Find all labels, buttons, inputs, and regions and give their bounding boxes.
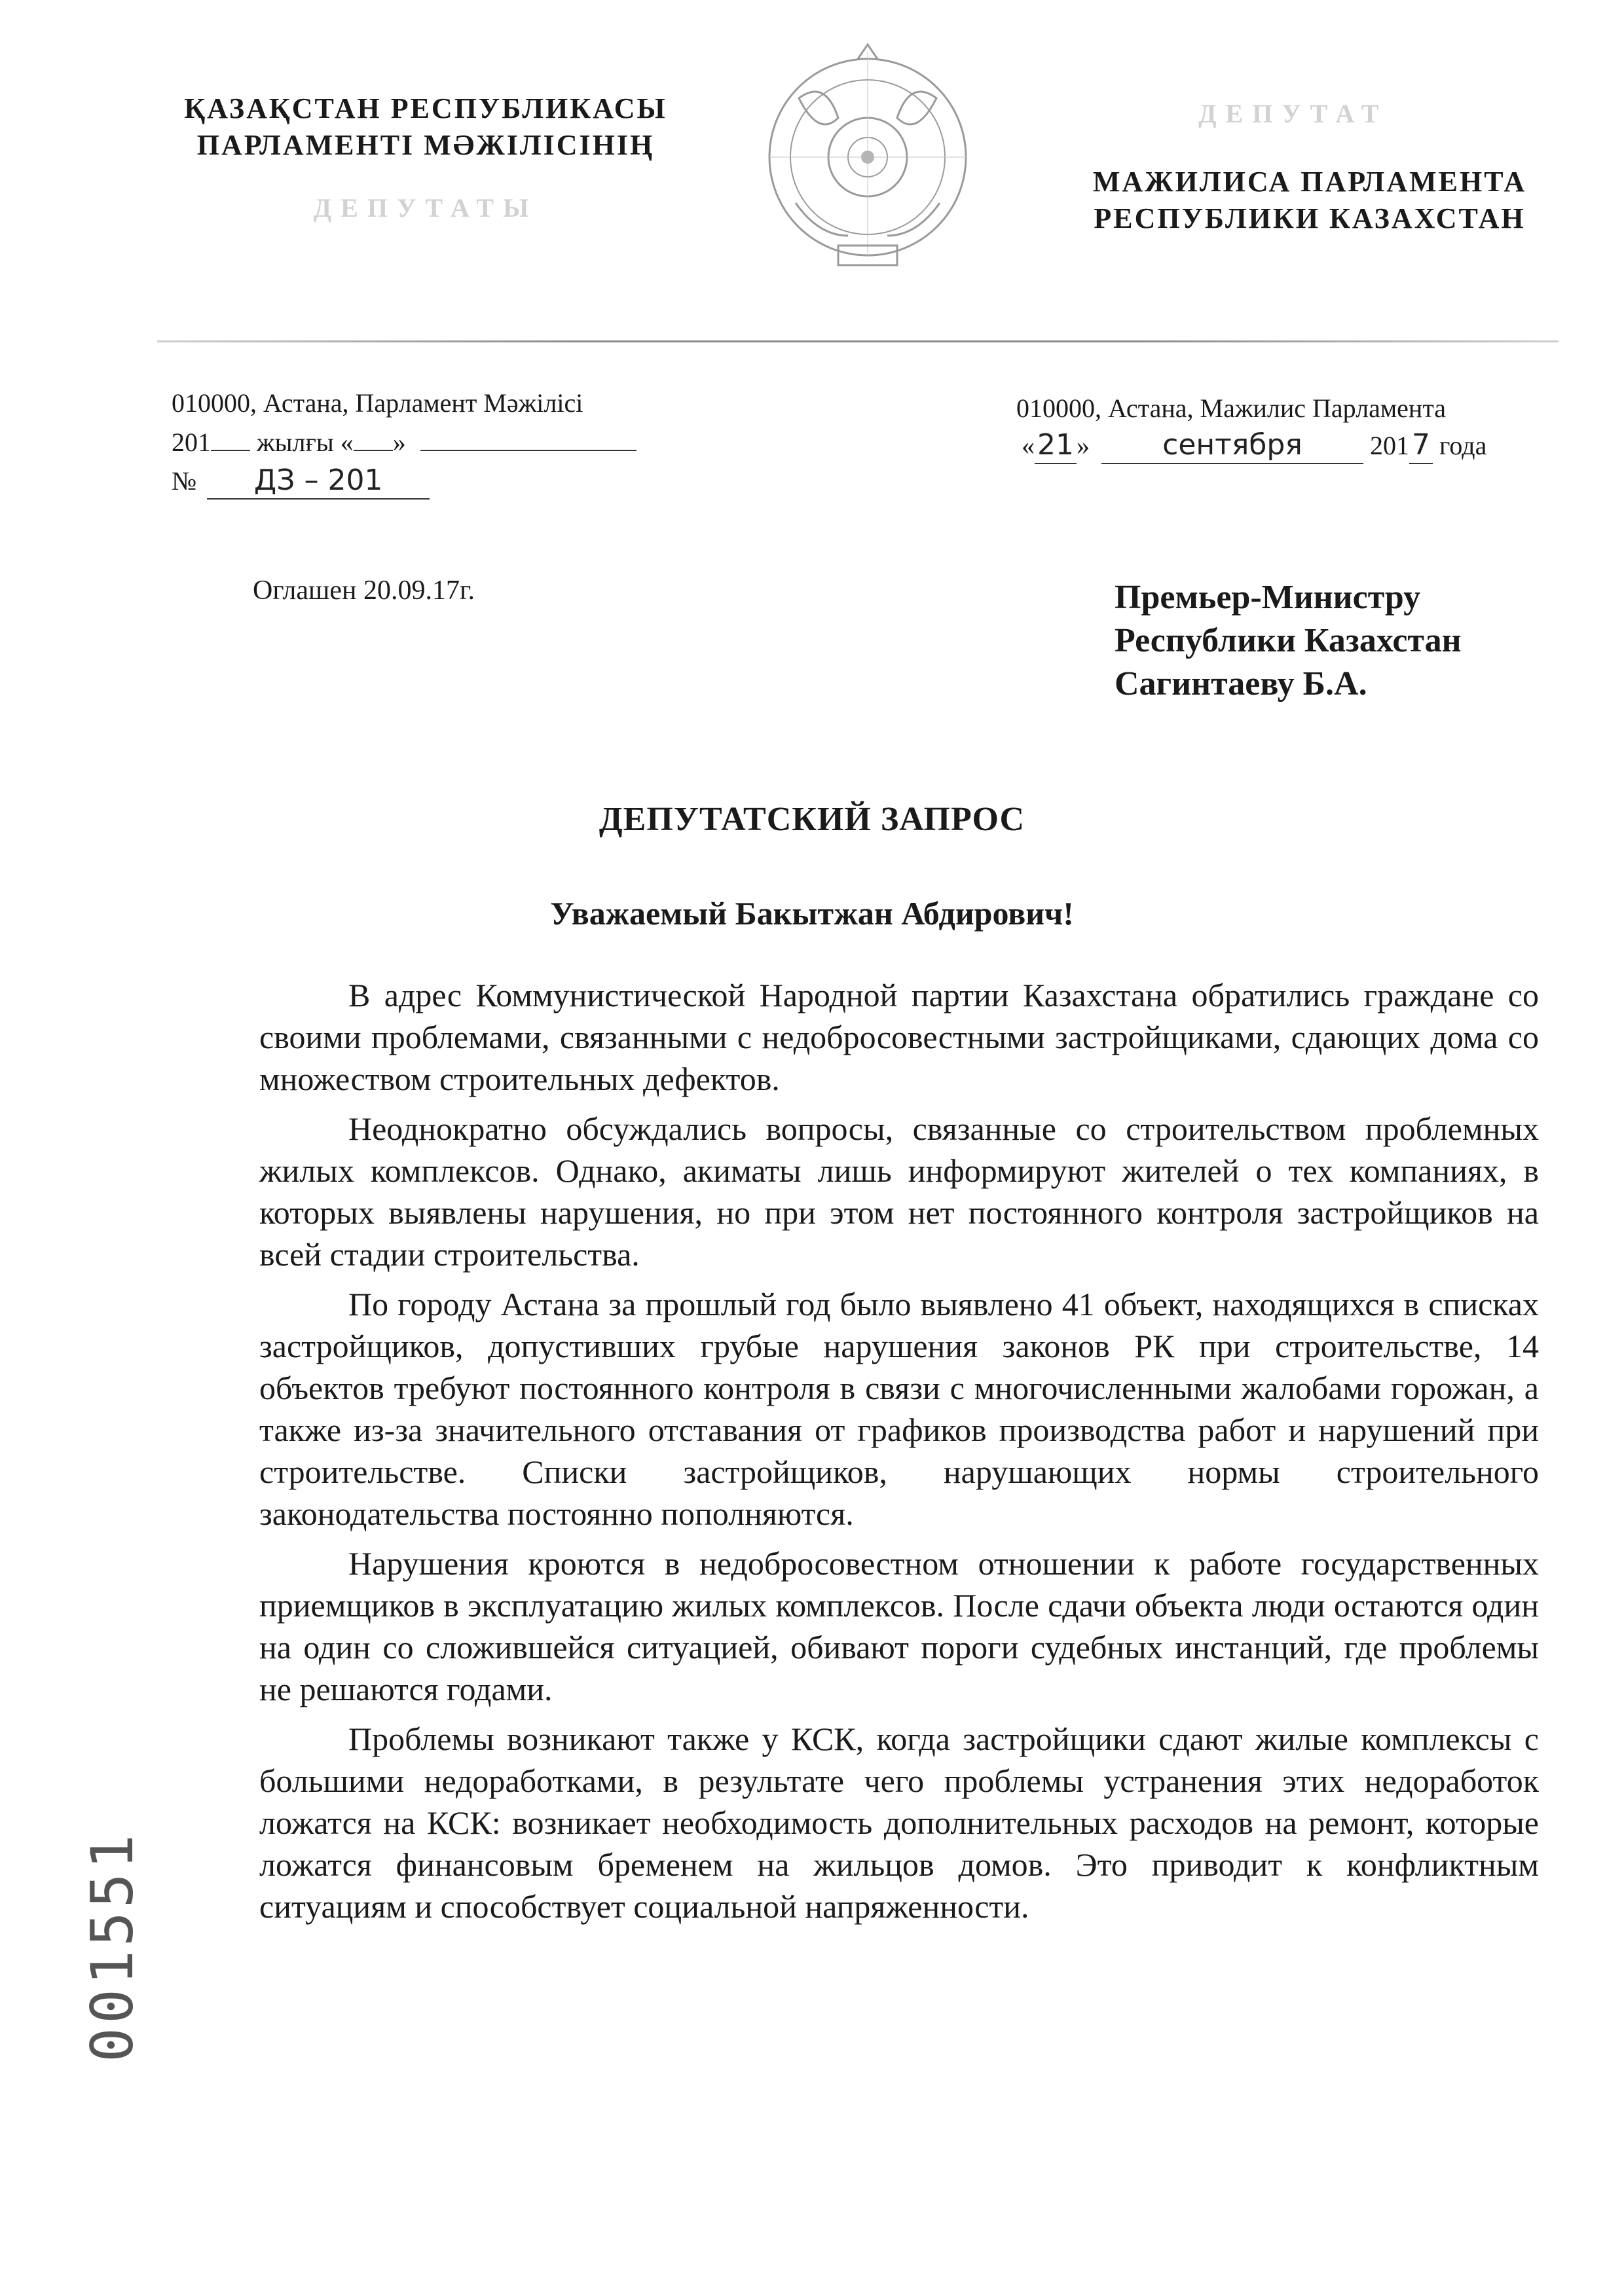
letterhead-divider xyxy=(157,340,1559,342)
date-close: » xyxy=(392,428,406,457)
letterhead-ghost-stamp: ДЕПУТАТЫ xyxy=(313,193,538,223)
recipient-block xyxy=(1115,576,1462,706)
paragraph: Нарушения кроются в недобросовестном отношении к работе государственных приемщиков в эксплуатацию жилых комплексов. После сдачи объекта люди остаются один на один со сложившейся ситуацией, обивают пороги судебных инстанций, где проблемы не решаются годами. xyxy=(259,1545,1539,1707)
paragraph: В адрес Коммунистической Народной партии Казахстана обратились граждане со своими проблемами, связанными с недобросовестными застройщиками, сдающих дома со множеством строительных дефектов. xyxy=(259,977,1539,1097)
day-open: « xyxy=(1022,431,1035,460)
address-right-date xyxy=(1022,428,1486,464)
registration-stamp-number: 001551 xyxy=(79,1831,146,2062)
letterhead-kazakh xyxy=(157,90,694,227)
number-label: № xyxy=(172,466,197,496)
date-blank-month xyxy=(420,447,637,451)
year-value: 7 xyxy=(1412,428,1430,462)
recipient-line3: Сагинтаеву Б.А. xyxy=(1115,665,1367,702)
letterhead-russian xyxy=(1061,164,1559,237)
letterhead-kazakh-line2: ПАРЛАМЕНТІ МӘЖІЛІСІНІҢ xyxy=(196,129,655,161)
date-blank-year xyxy=(211,447,250,451)
paragraph: По городу Астана за прошлый год было выявлено 41 объект, находящихся в списках застройщиков, допустивших грубые нарушения законов РК при строительстве, 14 объектов требуют постоянного контроля в связи с многочисленными жалобами горожан, а также из-за значительного отставания от графиков производства работ и нарушений при строительстве. Списки застройщиков, нарушающих нормы строительного законодательства постоянно пополняются. xyxy=(259,1286,1539,1532)
salutation: Уважаемый Бакытжан Абдирович! xyxy=(550,895,1074,932)
recipient-line2: Республики Казахстан xyxy=(1115,622,1462,659)
state-emblem-icon xyxy=(760,39,976,288)
letterhead-russian-line2: РЕСПУБЛИКИ КАЗАХСТАН xyxy=(1094,202,1526,234)
paragraph: Проблемы возникают также у КСК, когда застройщики сдают жилые комплексы с большими недоработками, в результате чего проблемы устранения этих недоработок ложатся на КСК: возникает необходимость дополнительных расходов на ремонт, которые ложатся финансовым бременем на жильцов домов. Это приводит к конфликтным ситуациям и способствует социальной напряженности. xyxy=(259,1721,1539,1925)
letterhead-ghost-stamp-right: ДЕПУТАТ xyxy=(1198,99,1388,128)
day-value: 21 xyxy=(1037,428,1074,462)
number-value: ДЗ – 201 xyxy=(253,464,383,497)
date-mid: жылғы « xyxy=(257,428,354,457)
date-prefix: 201 xyxy=(172,428,211,457)
announcement-note: Оглашен 20.09.17г. xyxy=(253,575,475,606)
address-right-line1: 010000, Астана, Мажилис Парламента xyxy=(1016,393,1447,423)
body-text xyxy=(259,974,1539,1935)
letterhead-kazakh-line1: ҚАЗАҚСТАН РЕСПУБЛИКАСЫ xyxy=(184,92,667,124)
address-left-date xyxy=(172,426,637,460)
year-suffix: года xyxy=(1439,431,1487,460)
day-close: » xyxy=(1077,431,1090,460)
letterhead-russian-line1: МАЖИЛИСА ПАРЛАМЕНТА xyxy=(1092,166,1527,198)
document-title: ДЕПУТАТСКИЙ ЗАПРОС xyxy=(599,801,1025,838)
year-prefix: 201 xyxy=(1370,431,1409,460)
recipient-line1: Премьер-Министру xyxy=(1115,579,1421,616)
month-value: сентября xyxy=(1162,428,1302,462)
reference-number xyxy=(172,464,430,500)
date-blank-day xyxy=(354,447,393,451)
paragraph: Неоднократно обсуждались вопросы, связанные со строительством проблемных жилых комплексов. Однако, акиматы лишь информируют жителей о тех компаниях, в которых выявлены нарушения, но при этом нет постоянного контроля застройщиков на всей стадии строительства. xyxy=(259,1110,1539,1273)
address-left-line1: 010000, Астана, Парламент Мәжілісі xyxy=(172,388,583,418)
